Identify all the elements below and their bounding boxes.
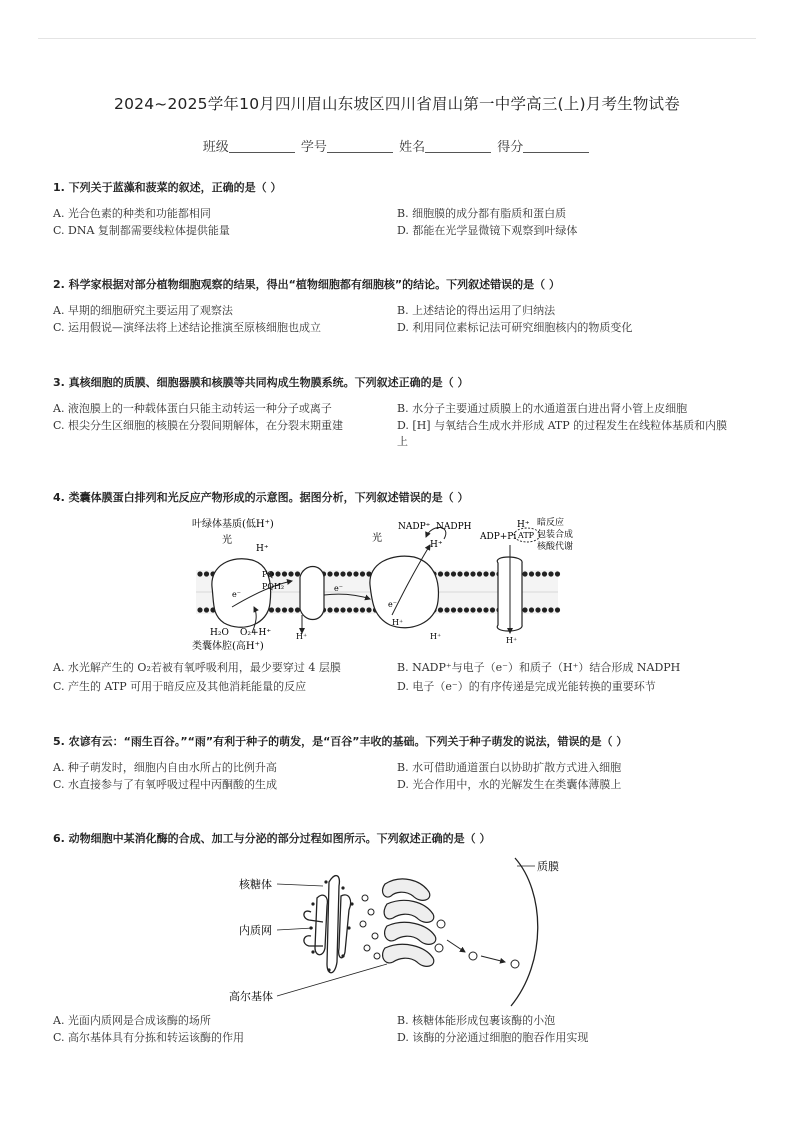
cytochrome-protein (300, 567, 324, 620)
lipid-head (197, 607, 202, 612)
light-label: 光 (222, 535, 232, 546)
lipid-head (295, 607, 300, 612)
h-plus-label: H⁺ (392, 618, 404, 627)
lipid-head (522, 571, 527, 576)
synthesis-label: 包装合成 (537, 530, 574, 540)
class-blank[interactable] (229, 140, 295, 153)
lipid-head (275, 571, 280, 576)
question-1 (53, 180, 743, 237)
secretory-vesicles (435, 920, 519, 968)
lipid-head (470, 607, 475, 612)
lipid-head (288, 571, 293, 576)
pqh2-label: PQH₂ (262, 582, 285, 591)
plasma-membrane (511, 858, 538, 1006)
lipid-head (555, 571, 560, 576)
h-plus-label: H⁺ (430, 632, 442, 641)
option-c[interactable]: C. 根尖分生区细胞的核膜在分裂间期解体，在分裂末期重建 (53, 419, 344, 432)
stroma-label: 叶绿体基质(低H⁺) (192, 519, 274, 530)
question-stem: 3. 真核细胞的质膜、细胞器膜和核膜等共同构成生物膜系统。下列叙述正确的是（ ） (53, 376, 469, 389)
lipid-head (535, 571, 540, 576)
membrane-label: 质膜 (537, 860, 559, 873)
name-blank[interactable] (425, 140, 491, 153)
lipid-head (464, 607, 469, 612)
question-stem: 4. 类囊体膜蛋白排列和光反应产物形成的示意图。据图分析，下列叙述错误的是（ ） (53, 491, 469, 504)
lipid-head (327, 571, 332, 576)
option-d[interactable]: D. 光合作用中，水的光解发生在类囊体薄膜上 (397, 778, 622, 791)
lipid-head (451, 607, 456, 612)
lipid-head (353, 571, 358, 576)
lipid-head (275, 607, 280, 612)
h2o-label: H₂O (210, 628, 229, 638)
option-b[interactable]: B. NADP⁺与电子（e⁻）和质子（H⁺）结合形成 NADPH (397, 661, 681, 674)
lipid-head (438, 571, 443, 576)
lipid-head (457, 571, 462, 576)
h-plus-label: H⁺ (506, 636, 518, 645)
lipid-head (464, 571, 469, 576)
option-b[interactable]: B. 水可借助通道蛋白以协助扩散方式进入细胞 (397, 761, 622, 774)
er-label: 内质网 (239, 924, 272, 937)
option-a[interactable]: A. 水光解产生的 O₂若被有氧呼吸利用，最少要穿过 4 层膜 (53, 661, 341, 674)
question-3 (53, 375, 743, 448)
lipid-head (347, 607, 352, 612)
golgi-label: 高尔基体 (229, 990, 273, 1003)
option-b[interactable]: B. 细胞膜的成分都有脂质和蛋白质 (397, 207, 567, 220)
option-c[interactable]: C. 高尔基体具有分拣和转运该酶的作用 (53, 1031, 245, 1044)
lipid-head (470, 571, 475, 576)
golgi-apparatus (383, 879, 436, 966)
lipid-head (490, 607, 495, 612)
lipid-head (360, 607, 365, 612)
dark-reaction-label: 暗反应 (537, 518, 565, 528)
e-minus-label: e⁻ (388, 600, 397, 609)
lipid-head (529, 571, 534, 576)
lipid-head (282, 571, 287, 576)
lumen-label: 类囊体腔(高H⁺) (192, 641, 264, 652)
option-a[interactable]: A. 液泡膜上的一种载体蛋白只能主动转运一种分子或离子 (53, 402, 332, 415)
ribosome-label: 核糖体 (239, 878, 272, 891)
lipid-head (444, 571, 449, 576)
option-d[interactable]: D. 该酶的分泌通过细胞的胞吞作用实现 (397, 1031, 589, 1044)
score-blank[interactable] (523, 140, 589, 153)
secretion-pathway-diagram (225, 852, 585, 1010)
lipid-head (483, 607, 488, 612)
lipid-head (490, 571, 495, 576)
option-c[interactable]: C. 产生的 ATP 可用于暗反应及其他消耗能量的反应 (53, 680, 307, 693)
lipid-head (366, 607, 371, 612)
lipid-head (522, 607, 527, 612)
lipid-head (327, 607, 332, 612)
e-minus-label: e⁻ (334, 584, 343, 593)
question-stem: 6. 动物细胞中某消化酶的合成、加工与分泌的部分过程如图所示。下列叙述正确的是（ ） (53, 832, 491, 845)
o2-label: O₂+H⁺ (240, 628, 272, 638)
transport-vesicles (360, 895, 380, 959)
transport-arrow (447, 940, 465, 952)
nadph-label: NADPH (436, 522, 472, 532)
lipid-head (438, 607, 443, 612)
option-d[interactable]: D. 电子（e⁻）的有序传递是完成光能转换的重要环节 (397, 680, 656, 693)
option-d[interactable]: D. [H] 与氧结合生成水并形成 ATP 的过程发生在线粒体基质和内膜上 (397, 419, 728, 448)
lipid-head (457, 607, 462, 612)
lipid-head (529, 607, 534, 612)
lipid-head (204, 607, 209, 612)
question-4 (53, 490, 743, 506)
option-b[interactable]: B. 上述结论的得出运用了归纳法 (397, 304, 556, 317)
lipid-head (542, 607, 547, 612)
lipid-head (477, 571, 482, 576)
metabolism-label: 核酸代谢 (537, 542, 574, 552)
lipid-head (555, 607, 560, 612)
photosystem-ii-protein (212, 559, 271, 628)
lipid-head (340, 571, 345, 576)
light-label: 光 (372, 533, 382, 544)
h-plus-label: H⁺ (517, 520, 530, 530)
question-5 (53, 734, 743, 791)
lipid-head (360, 571, 365, 576)
name-label: 姓名 (399, 140, 426, 155)
question-stem: 1. 下列关于蓝藻和菠菜的叙述，正确的是（ ） (53, 181, 282, 194)
endoplasmic-reticulum (304, 876, 351, 973)
option-b[interactable]: B. 水分子主要通过质膜上的水通道蛋白进出肾小管上皮细胞 (397, 402, 688, 415)
lipid-head (347, 571, 352, 576)
lipid-head (282, 607, 287, 612)
ribosome-leader-line (277, 884, 323, 886)
option-a[interactable]: A. 早期的细胞研究主要运用了观察法 (53, 304, 233, 317)
option-a[interactable]: A. 种子萌发时，细胞内自由水所占的比例升高 (53, 761, 277, 774)
atp-label: ATP (518, 531, 535, 540)
student-info-line (0, 136, 794, 155)
option-c[interactable]: C. 水直接参与了有氧呼吸过程中丙酮酸的生成 (53, 778, 278, 791)
adp-label: ADP+Pi (480, 532, 517, 542)
option-c[interactable]: C. 运用假说—演绎法将上述结论推演至原核细胞也成立 (53, 321, 322, 334)
thylakoid-membrane-diagram (192, 515, 574, 655)
h-plus-label: H⁺ (430, 540, 443, 550)
option-a[interactable]: A. 光面内质网是合成该酶的场所 (53, 1014, 211, 1027)
student-id-blank[interactable] (327, 140, 393, 153)
lipid-head (197, 571, 202, 576)
lipid-head (353, 607, 358, 612)
exam-title: 2024~2025学年10月四川眉山东坡区四川省眉山第一中学高三(上)月考生物试卷 (114, 95, 680, 113)
pq-label: PQ (262, 570, 274, 579)
score-label: 得分 (497, 140, 524, 155)
question-2 (53, 277, 743, 334)
lipid-head (295, 571, 300, 576)
student-id-label: 学号 (300, 140, 327, 155)
lipid-head (477, 607, 482, 612)
top-divider (38, 38, 756, 39)
class-label: 班级 (202, 140, 229, 155)
lipid-head (548, 571, 553, 576)
lipid-head (340, 607, 345, 612)
lipid-head (444, 607, 449, 612)
question-6 (53, 831, 743, 847)
nadp-label: NADP⁺ (398, 522, 431, 532)
option-b[interactable]: B. 核糖体能形成包裹该酶的小泡 (397, 1014, 556, 1027)
lipid-head (334, 571, 339, 576)
er-leader-line (277, 928, 313, 930)
option-d[interactable]: D. 利用同位素标记法可研究细胞核内的物质变化 (397, 321, 633, 334)
option-d[interactable]: D. 都能在光学显微镜下观察到叶绿体 (397, 224, 578, 237)
lipid-head (483, 571, 488, 576)
h-plus-label: H⁺ (296, 632, 308, 641)
transport-arrow (481, 956, 505, 962)
question-stem: 5. 农谚有云：“雨生百谷。”“雨”有利于种子的萌发，是“百谷”丰收的基础。下列关于种子萌发的说法，错误的是（ ） (53, 735, 628, 748)
h-plus-label: H⁺ (256, 544, 269, 554)
lipid-head (204, 571, 209, 576)
lipid-head (535, 607, 540, 612)
e-minus-label: e⁻ (232, 590, 241, 599)
lipid-head (542, 571, 547, 576)
lipid-head (334, 607, 339, 612)
lipid-head (288, 607, 293, 612)
option-c[interactable]: C. DNA 复制都需要线粒体提供能量 (53, 224, 230, 237)
option-a[interactable]: A. 光合色素的种类和功能都相同 (53, 207, 211, 220)
lipid-head (548, 607, 553, 612)
question-stem: 2. 科学家根据对部分植物细胞观察的结果，得出“植物细胞都有细胞核”的结论。下列叙述错误的是（ ） (53, 278, 560, 291)
lipid-head (451, 571, 456, 576)
